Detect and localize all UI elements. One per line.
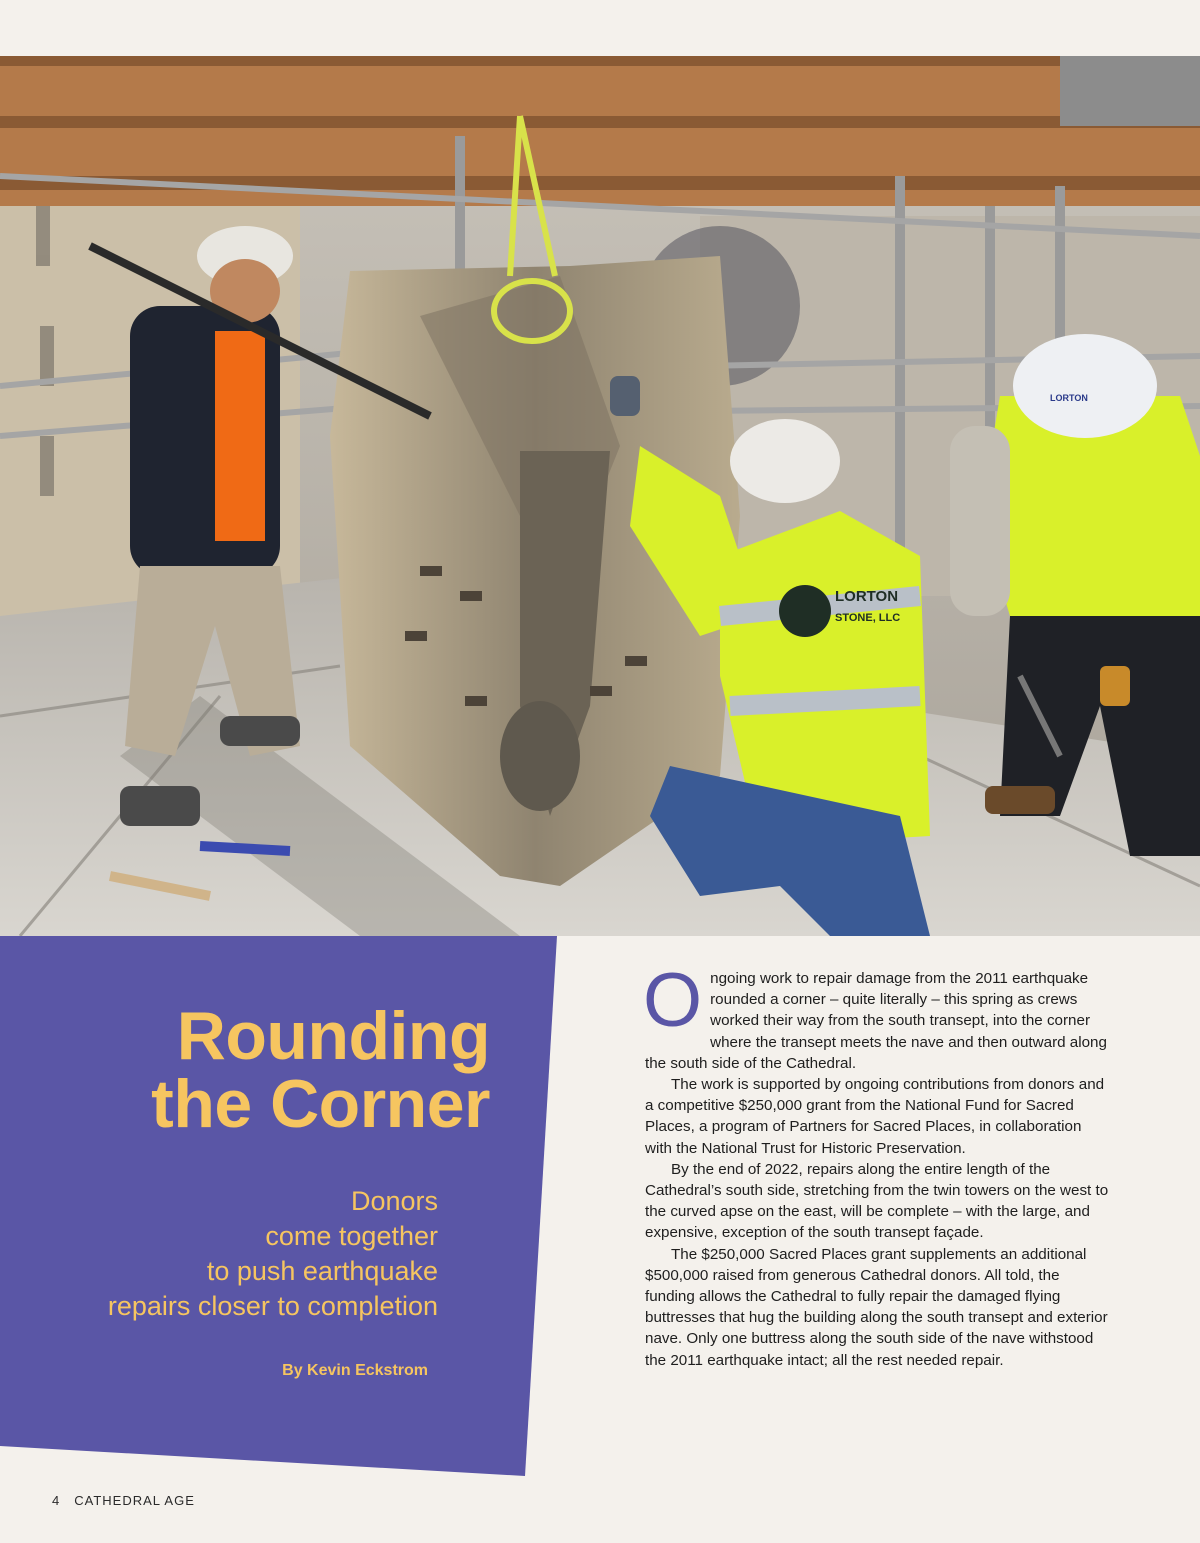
subtitle-line: repairs closer to completion	[107, 1291, 438, 1321]
article-subtitle	[18, 1184, 438, 1324]
publication-name: CATHEDRAL AGE	[74, 1493, 195, 1508]
subtitle-line: Donors	[350, 1186, 438, 1216]
article-paragraph: The work is supported by ongoing contributions from donors and a competitive $250,000 grant from the National Fund for Sacred Places, a program of Partners for Sacred Places, in collaboration with the National Trust for Historic Preservation.	[645, 1076, 1105, 1157]
vest-logo-text: LORTON	[835, 588, 899, 605]
drop-cap: O	[643, 958, 703, 1043]
byline: By Kevin Eckstrom	[282, 1362, 428, 1379]
subtitle-line: to push earthquake	[206, 1256, 438, 1286]
page-footer	[52, 1493, 195, 1508]
article-paragraph	[643, 958, 1110, 1074]
helmet-text: LORTON	[1050, 393, 1088, 403]
article-paragraph: The $250,000 Sacred Places grant supplements an additional $500,000 raised from generous Cathedral donors. All told, the funding allows the Cathedral to fully repair the damaged flying buttresses that hug the building along the south transept and exterior nave. Only one buttress along the south side of the nave withstood the 2011 earthquake intact; all the rest needed repair.	[645, 1245, 1108, 1369]
article-body	[643, 958, 1110, 1371]
vest-logo-subtext: STONE, LLC	[835, 612, 901, 624]
article-paragraph: By the end of 2022, repairs along the entire length of the Cathedral’s south side, stretching from the twin towers on the west to the curved apse on the east, will be complete – with the large, and expensive, exception of the south transept façade.	[645, 1160, 1109, 1242]
headline-panel	[0, 936, 560, 1476]
construction-photo-illustration	[0, 56, 1200, 936]
subtitle-line: come together	[265, 1221, 438, 1251]
paragraph-text: ngoing work to repair damage from the 2011 earthquake rounded a corner – quite literally – this spring as crews worked their way from the south transept, into the corner where the transept meets the nave and then outward along the south side of the Cathedral.	[645, 970, 1107, 1072]
hero-photo	[0, 56, 1200, 936]
title-line-1: Rounding	[176, 998, 490, 1074]
page-number: 4	[52, 1493, 61, 1508]
title-line-2: the Corner	[151, 1066, 490, 1142]
article-title	[10, 998, 490, 1142]
